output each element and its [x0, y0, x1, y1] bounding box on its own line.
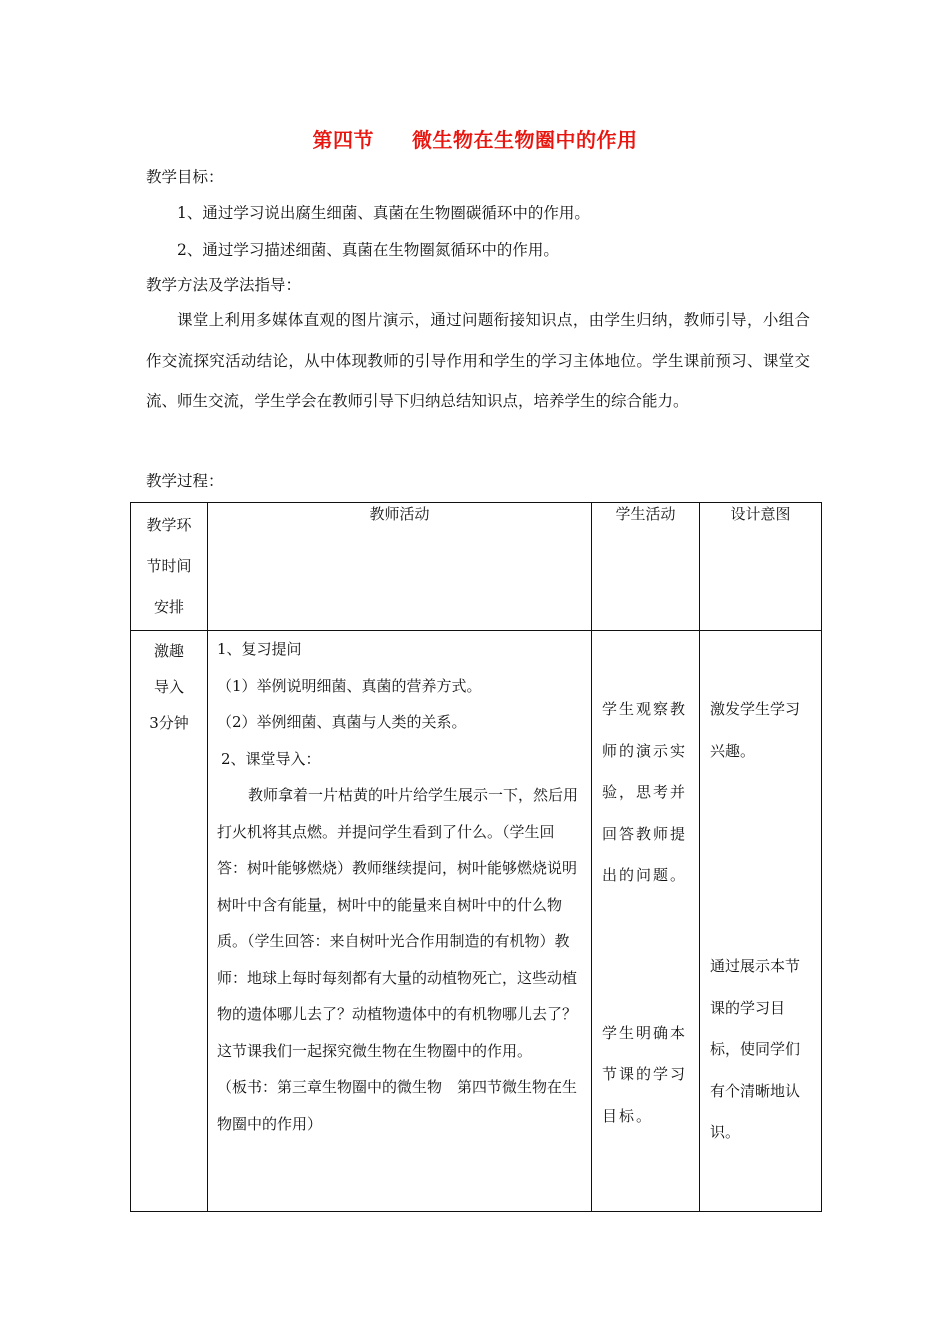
methods-paragraph: 课堂上利用多媒体直观的图片演示，通过问题衔接知识点，由学生归纳，教师引导，小组合作交流探究活动结论，从中体现教师的引导作用和学生的学习主体地位。学生课前预习、课堂交流、师生交流，学生学会在教师引导下归纳总结知识点，培养学生的综合能力。	[146, 311, 810, 410]
objectives-heading: 教学目标：	[146, 168, 224, 186]
table-row	[131, 631, 822, 1212]
student-activity-cell	[592, 631, 700, 1212]
intro-narrative: 教师拿着一片枯黄的叶片给学生展示一下，然后用打火机将其点燃。并提问学生看到了什么。（学生回答：树叶能够燃烧）教师继续提问，树叶能够燃烧说明树叶中含有能量，树叶中的能量来自树叶中的什么物质。（学生回答：来自树叶光合作用制造的有机物）教师：地球上每时每刻都有大量的动植物死亡，这些动植物的遗体哪儿去了？动植物遗体中的有机物哪儿去了？这节课我们一起探究微生物在生物圈中的作用。	[217, 786, 579, 1060]
intro-heading: 2、课堂导入：	[221, 749, 321, 768]
title-section: 第四节	[312, 128, 374, 152]
student-activity: 学生观察教师的演示实验，思考并回答教师提出的问题。	[602, 700, 688, 884]
header-intent: 设计意图	[700, 503, 822, 631]
review-question: （1）举例说明细菌、真菌的营养方式。	[217, 676, 482, 695]
lesson-table	[130, 502, 822, 1212]
table-header-row	[131, 503, 822, 631]
student-activity: 学生明确本节课的学习目标。	[602, 1023, 688, 1125]
design-intent: 通过展示本节课的学习目标，使同学们有个清晰地认识。	[710, 957, 801, 1141]
teacher-activity-cell	[208, 631, 592, 1212]
design-intent: 激发学生学习兴趣。	[710, 700, 801, 760]
methods-heading: 教学方法及学法指导：	[146, 276, 302, 294]
stage-cell	[131, 631, 208, 1212]
page-title	[0, 124, 950, 153]
stage-line: 激趣	[153, 642, 184, 660]
header-student: 学生活动	[592, 503, 700, 631]
header-teacher: 教师活动	[208, 503, 592, 631]
review-question: （2）举例细菌、真菌与人类的关系。	[217, 713, 467, 731]
board-note: （板书：第三章生物圈中的微生物 第四节微生物在生物圈中的作用）	[217, 1078, 578, 1133]
objective-item: 2、通过学习描述细菌、真菌在生物圈氮循环中的作用。	[177, 241, 559, 259]
design-intent-cell	[700, 631, 822, 1212]
stage-line: 导入	[153, 678, 184, 696]
review-heading: 1、复习提问	[217, 640, 302, 658]
header-stage: 教学环节时间安排	[131, 503, 208, 631]
title-topic: 微生物在生物圈中的作用	[412, 128, 638, 152]
objective-item: 1、通过学习说出腐生细菌、真菌在生物圈碳循环中的作用。	[177, 204, 590, 222]
process-heading: 教学过程：	[146, 472, 224, 490]
stage-duration: 3分钟	[149, 714, 189, 732]
